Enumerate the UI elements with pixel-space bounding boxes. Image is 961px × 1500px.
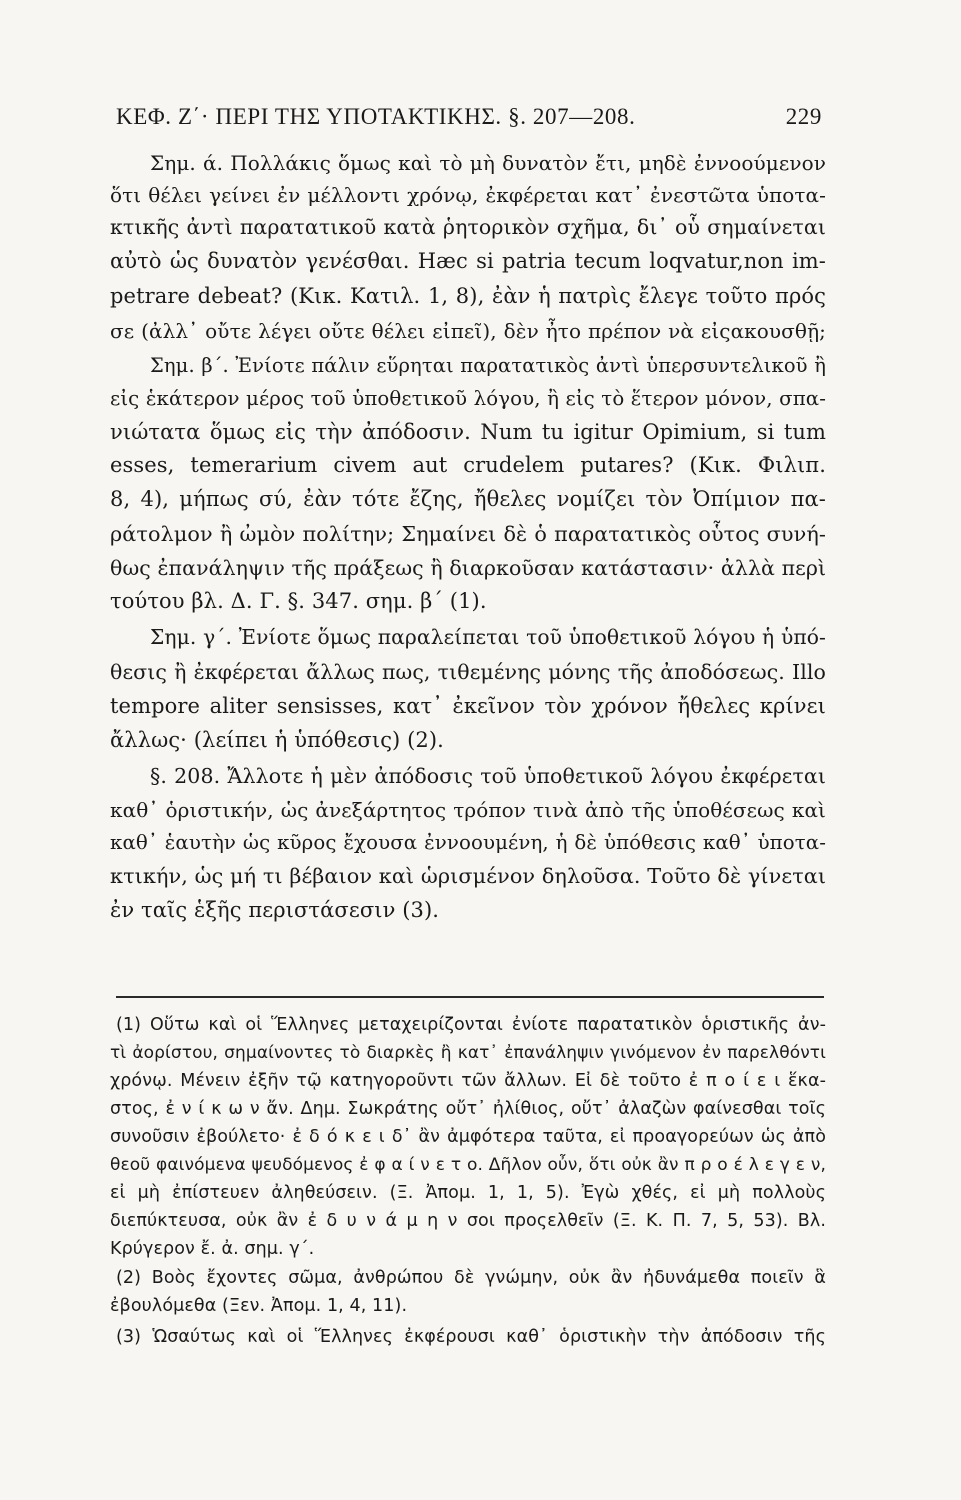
footnote-line: θεοῦ φαινόμενα ψευδόμενος ἐ φ α ί ν ε τ ο. Δῆλον οὖν, ὅτι οὐκ ἂν π ρ ο έ λ ε γ ε ν, [110, 1155, 826, 1175]
body-line: Σημ. ά. Πολλάκις ὅμως καὶ τὸ μὴ δυνατὸν ἔτι, μηδὲ ἐννοούμενον [150, 151, 826, 175]
body-line: καθ᾽ ἑαυτὴν ὡς κῦρος ἔχουσα ἐννοουμένη, ἡ δὲ ὑπόθεσις καθ᾽ ὑποτα- [110, 831, 826, 854]
footnote-line: διεπύκτευσα, οὐκ ἂν ἐ δ υ ν ά μ η ν σοι προςελθεῖν (Ξ. Κ. Π. 7, 5, 53). Βλ. [110, 1211, 826, 1231]
body-line: ἐν ταῖς ἑξῆς περιστάσεσιν (3). [110, 898, 440, 922]
footnote-line: (3) Ὡσαύτως καὶ οἱ Ἕλληνες ἐκφέρουσι καθ᾽ ὁριστικὴν τὴν ἀπόδοσιν τῆς [116, 1327, 826, 1347]
body-line: εἰς ἑκάτερον μέρος τοῦ ὑποθετικοῦ λόγου, ἢ εἰς τὸ ἕτερον μόνον, σπα- [110, 387, 826, 410]
body-line: Σημ. γ΄. Ἐνίοτε ὅμως παραλείπεται τοῦ ὑποθετικοῦ λόγου ἡ ὑπό- [150, 625, 826, 649]
footnote-line: συνοῦσιν ἐβούλετο· ἐ δ ό κ ε ι δ᾽ ἂν ἀμφότερα ταῦτα, εἰ προαγορεύων ὡς ἀπὸ [110, 1127, 826, 1147]
running-title: ΚΕΦ. Ζ΄· ΠΕΡΙ ΤΗΣ ΥΠΟΤΑΚΤΙΚΗΣ. §. 207—208. [116, 104, 636, 129]
body-line: τούτου βλ. Δ. Γ. §. 347. σημ. β΄ (1). [110, 589, 487, 613]
footnote-line: ἐβουλόμεθα (Ξεν. Ἀπομ. 1, 4, 11). [110, 1296, 408, 1316]
body-line: ράτολμον ἢ ὠμὸν πολίτην; Σημαίνει δὲ ὁ παρατατικὸς οὗτος συνή- [110, 522, 826, 546]
body-line: esses, temerarium civem aut crudelem putares? (Κικ. Φιλιπ. [110, 453, 826, 477]
body-line: 8, 4), μήπως σύ, ἐὰν τότε ἔζης, ἤθελες νομίζει τὸν Ὀπίμιον πα- [110, 487, 826, 511]
body-line: θεσις ἢ ἐκφέρεται ἄλλως πως, τιθεμένης μόνης τῆς ἀποδόσεως. Illo [110, 660, 826, 684]
body-line: Σημ. β΄. Ἐνίοτε πάλιν εὕρηται παρατατικὸς ἀντὶ ὑπερσυντελικοῦ ἢ [150, 354, 826, 377]
body-line: tempore aliter sensisses, κατ᾽ ἐκεῖνον τὸν χρόνον ἤθελες κρίνει [110, 694, 826, 718]
section-208-line: §. 208. Ἄλλοτε ἡ μὲν ἀπόδοσις τοῦ ὑποθετικοῦ λόγου ἐκφέρεται [150, 764, 826, 788]
footnote-line: εἰ μὴ ἐπίστευεν ἀληθεύσειν. (Ξ. Ἀπομ. 1, 1, 5). Ἐγὼ χθές, εἰ μὴ πολλοὺς [110, 1183, 826, 1203]
page-header [116, 104, 822, 140]
body-line: καθ᾽ ὁριστικήν, ὡς ἀνεξάρτητος τρόπον τινὰ ἀπὸ τῆς ὑποθέσεως καὶ [110, 798, 826, 822]
footnote-line: χρόνῳ. Μένειν ἐξῆν τῷ κατηγοροῦντι τῶν ἄλλων. Εἰ δὲ τοῦτο ἐ π ο ί ε ι ἕκα- [110, 1071, 826, 1091]
footnote-separator-rule [116, 996, 824, 998]
body-line: ἄλλως· (λείπει ἡ ὑπόθεσις) (2). [110, 728, 444, 752]
body-line: αὐτὸ ὡς δυνατὸν γενέσθαι. Hæc si patria tecum loqvatur,non im- [110, 249, 826, 273]
footnote-line: τὶ ἀορίστου, σημαίνοντες τὸ διαρκὲς ἢ κατ᾽ ἐπανάληψιν γινόμενον ἐν παρελθόντι [110, 1043, 826, 1063]
body-line: νιώτατα ὅμως εἰς τὴν ἀπόδοσιν. Num tu igitur Opimium, si tum [110, 420, 826, 444]
body-line: κτικῆς ἀντὶ παρατατικοῦ κατὰ ῥητορικὸν σχῆμα, δι᾽ οὗ σημαίνεται [110, 215, 826, 239]
footnote-line: στος, ἐ ν ί κ ω ν ἄν. Δημ. Σωκράτης οὔτ᾽ ἠλίθιος, οὔτ᾽ ἀλαζὼν φαίνεσθαι τοῖς [110, 1099, 826, 1119]
body-line: ὅτι θέλει γείνει ἐν μέλλοντι χρόνῳ, ἐκφέρεται κατ᾽ ἐνεστῶτα ὑποτα- [110, 183, 826, 207]
footnote-line: Κρύγερον ἔ. ἀ. σημ. γ΄. [110, 1239, 315, 1259]
body-line: petrare debeat? (Κικ. Κατιλ. 1, 8), ἐὰν ἡ πατρὶς ἔλεγε τοῦτο πρός [110, 284, 826, 308]
body-line: θως ἐπανάληψιν τῆς πράξεως ἢ διαρκοῦσαν κατάστασιν· ἀλλὰ περὶ [110, 556, 827, 580]
footnote-line: (1) Οὕτω καὶ οἱ Ἕλληνες μεταχειρίζονται ἐνίοτε παρατατικὸν ὁριστικῆς ἀν- [116, 1015, 826, 1035]
body-line: κτικήν, ὡς μή τι βέβαιον καὶ ὡρισμένον δηλοῦσα. Τοῦτο δὲ γίνεται [110, 864, 827, 888]
body-line: σε (ἀλλ᾽ οὔτε λέγει οὔτε θέλει εἰπεῖ), δὲν ἦτο πρέπον νὰ εἰςακουσθῇ; [110, 319, 826, 343]
footnote-line: (2) Βοὸς ἔχοντες σῶμα, ἀνθρώπου δὲ γνώμην, οὐκ ἂν ἠδυνάμεθα ποιεῖν ἃ [116, 1268, 826, 1288]
page-number: 229 [785, 104, 822, 129]
